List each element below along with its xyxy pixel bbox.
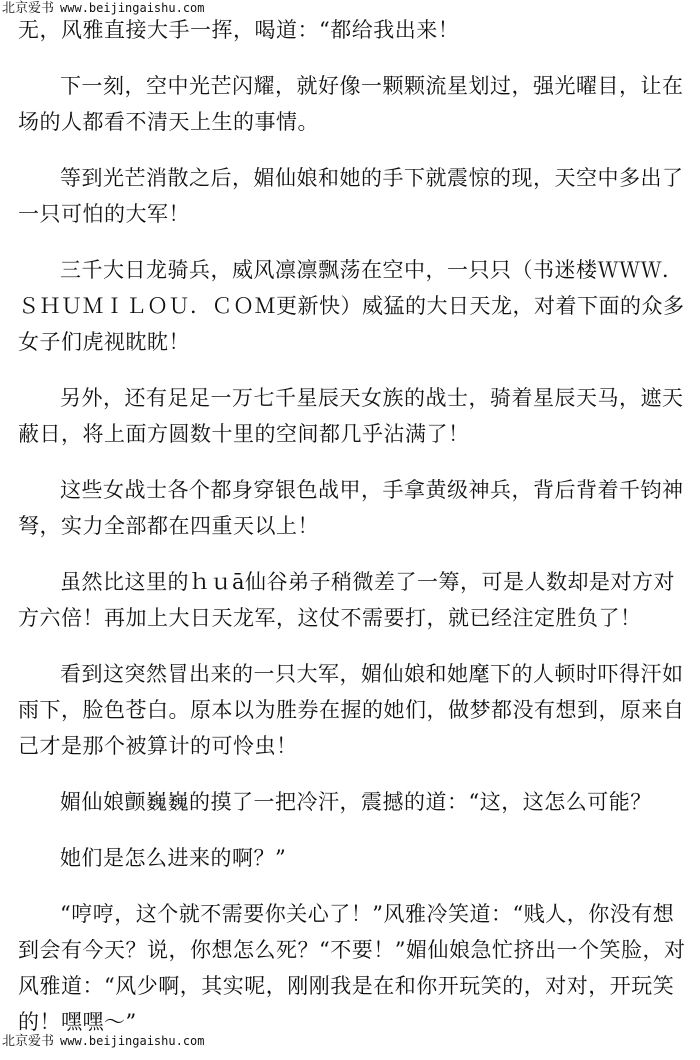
paragraph-3: 等到光芒消散之后，媚仙娘和她的手下就震惊的现，天空中多出了一只可怕的大军！ (18, 166, 684, 226)
page-footer (2, 1030, 205, 1049)
paragraph-9: 媚仙娘颤巍巍的摸了一把冷汗，震撼的道：“这，这怎么可能？ (60, 790, 652, 814)
header-site-url[interactable]: www.beijingaishu.com (60, 1, 205, 15)
article-body (18, 12, 686, 1060)
paragraph-4: 三千大日龙骑兵，威风凛凛飘荡在空中，一只只（书迷楼ＷＷＷ．ＳＨＵＭＩＬＯＵ．ＣＯＭ更新快）威猛的大日天龙，对着下面的众多女子们虎视眈眈！ (18, 258, 685, 354)
paragraph-10: 她们是怎么进来的啊？” (60, 846, 287, 870)
paragraph-6: 这些女战士各个都身穿银色战甲，手拿黄级神兵，背后背着千钧神弩，实力全部都在四重天以上！ (18, 478, 684, 538)
paragraph-5: 另外，还有足足一万七千星辰天女族的战士，骑着星辰天马，遮天蔽日，将上面方圆数十里的空间都几乎沾满了！ (18, 386, 684, 446)
paragraph-7: 虽然比这里的ｈｕā仙谷弟子稍微差了一筹，可是人数却是对方对方六倍！再加上大日天龙军，这仗不需要打，就已经注定胜负了！ (18, 570, 676, 630)
header-site-name: 北京爱书 (2, 1, 55, 16)
paragraph-2: 下一刻，空中光芒闪耀，就好像一颗颗流星划过，强光曜目，让在场的人都看不清天上生的事情。 (18, 74, 684, 134)
paragraph-1: 无，风雅直接大手一挥，喝道：“都给我出来！ (18, 18, 460, 42)
footer-site-name: 北京爱书 (2, 1034, 55, 1049)
footer-site-url[interactable]: www.beijingaishu.com (60, 1034, 205, 1048)
paragraph-8: 看到这突然冒出来的一只大军，媚仙娘和她麾下的人顿时吓得汗如雨下，脸色苍白。原本以为胜券在握的她们，做梦都没有想到，原来自己才是那个被算计的可怜虫！ (18, 662, 685, 758)
paragraph-11: “哼哼，这个就不需要你关心了！”风雅冷笑道：“贱人，你没有想到会有今天？说，你想怎么死？“不要！”媚仙娘急忙挤出一个笑脸，对风雅道：“风少啊，其实呢，刚刚我是在和你开玩笑的，对对，开玩笑的！嘿嘿～” (18, 902, 686, 1034)
